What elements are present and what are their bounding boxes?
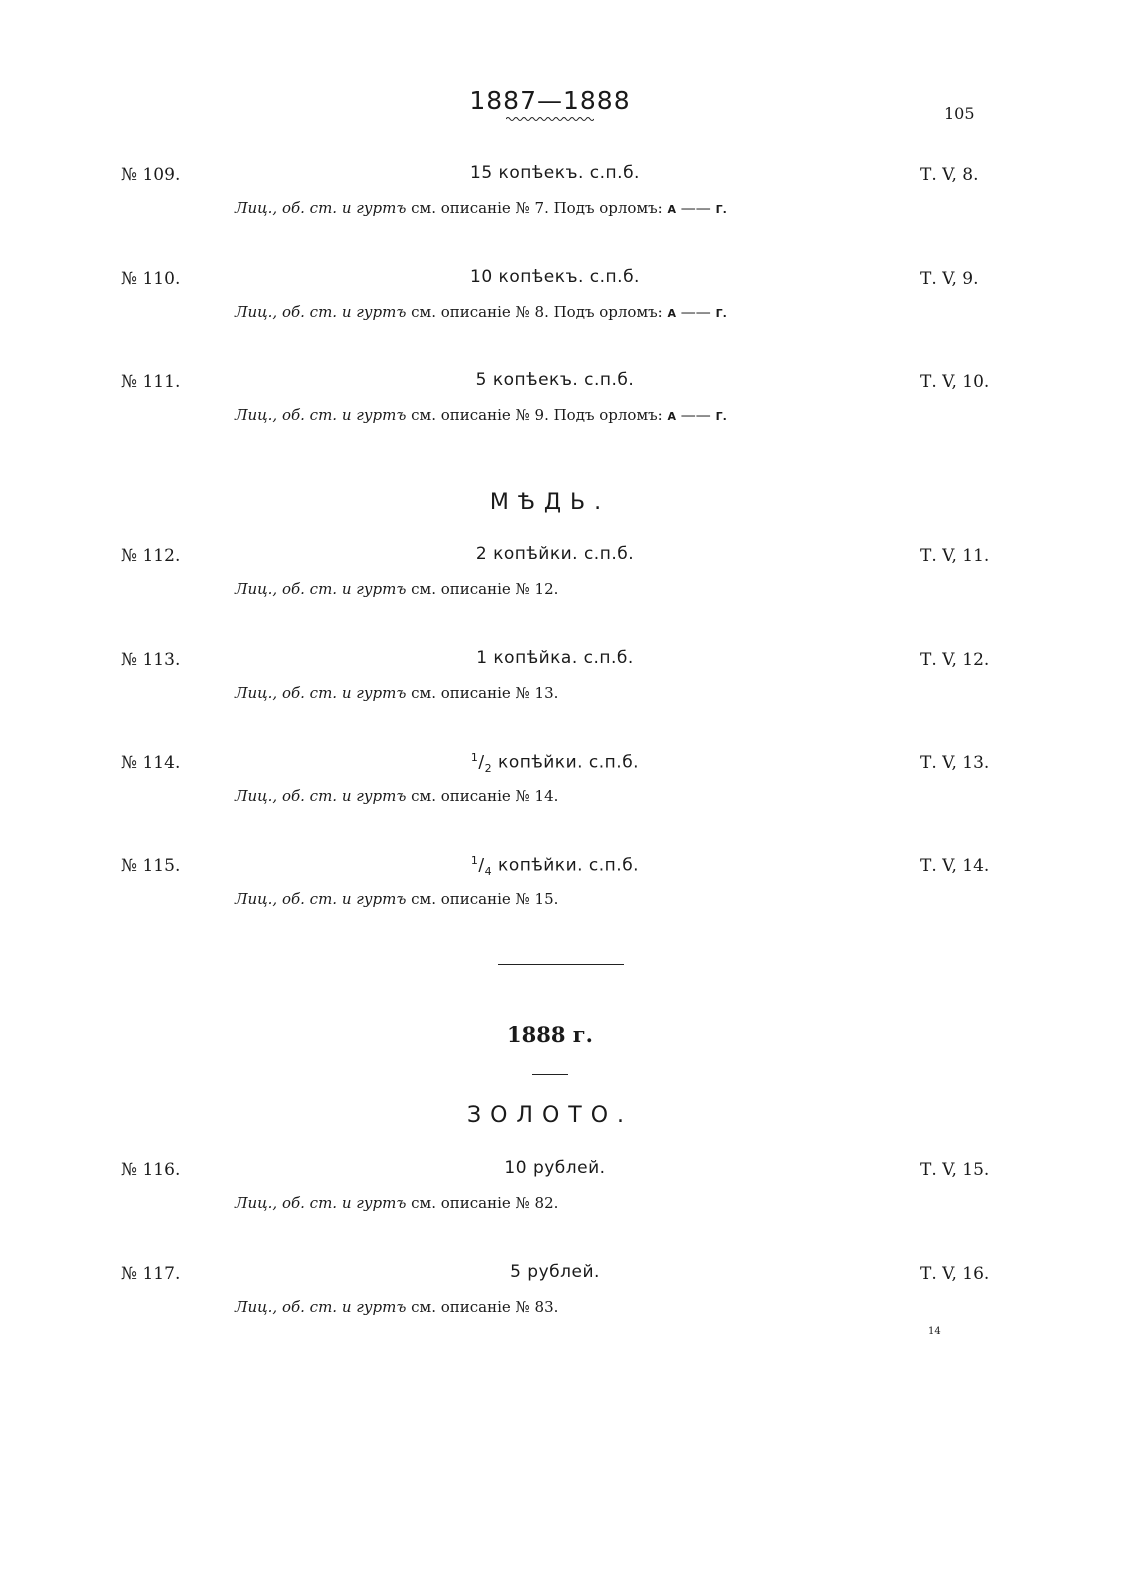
plate-reference: Т. V, 11. [920, 546, 990, 566]
entry-description: Лиц., об. ст. и гуртъ см. описаніе № 82. [235, 1194, 559, 1212]
section-divider [498, 964, 624, 965]
catalog-entry [0, 1160, 1140, 1224]
mint-mark-right: Г. [715, 410, 727, 423]
mint-mark-dash: —— [680, 199, 711, 217]
printer-signature-mark: 14 [928, 1326, 941, 1337]
mint-mark-dash: —— [680, 303, 711, 321]
entry-number: № 117. [121, 1264, 181, 1284]
fraction-denominator: 4 [484, 865, 493, 879]
entry-title: $^1/_4$ копѣйки. с.п.б. [470, 854, 640, 879]
fraction-denominator: 2 [484, 762, 493, 776]
entry-number: № 112. [121, 546, 181, 566]
entry-description: Лиц., об. ст. и гуртъ см. описаніе № 83. [235, 1298, 559, 1316]
catalog-entry [0, 372, 1140, 436]
decorative-wavy-rule [506, 116, 594, 122]
mint-mark-dash: —— [680, 406, 711, 424]
year-heading: 1888 г. [507, 1022, 593, 1047]
plate-reference: Т. V, 16. [920, 1264, 990, 1284]
catalog-entry [0, 753, 1140, 817]
mint-mark-left: А [667, 307, 676, 320]
entry-number: № 109. [121, 165, 181, 185]
plate-reference: Т. V, 10. [920, 372, 990, 392]
entry-description: Лиц., об. ст. и гуртъ см. описаніе № 12. [235, 580, 559, 598]
catalog-entry [0, 1264, 1140, 1328]
entry-description: Лиц., об. ст. и гуртъ см. описаніе № 14. [235, 787, 559, 805]
entry-number: № 114. [121, 753, 181, 773]
mint-mark-left: А [667, 203, 676, 216]
entry-number: № 111. [121, 372, 181, 392]
plate-reference: Т. V, 12. [920, 650, 990, 670]
mint-mark-left: А [667, 410, 676, 423]
plate-reference: Т. V, 15. [920, 1160, 990, 1180]
entry-title: 15 копѣекъ. с.п.б. [470, 163, 640, 183]
entry-title: $^1/_2$ копѣйки. с.п.б. [470, 751, 640, 776]
mint-mark-right: Г. [715, 307, 727, 320]
fraction-numerator: 1 [470, 751, 479, 764]
section-heading-gold: ЗОЛОТО. [466, 1103, 634, 1128]
entry-number: № 115. [121, 856, 181, 876]
entry-title: 10 копѣекъ. с.п.б. [470, 267, 640, 287]
plate-reference: Т. V, 14. [920, 856, 990, 876]
catalog-entry [0, 269, 1140, 333]
catalog-entry [0, 165, 1140, 229]
entry-number: № 110. [121, 269, 181, 289]
catalog-entry [0, 856, 1140, 920]
plate-reference: Т. V, 9. [920, 269, 979, 289]
fraction-numerator: 1 [470, 854, 479, 867]
plate-reference: Т. V, 8. [920, 165, 979, 185]
entry-title: 10 рублей. [504, 1158, 606, 1178]
entry-title: 1 копѣйка. с.п.б. [476, 648, 634, 668]
entry-description: Лиц., об. ст. и гуртъ см. описаніе № 9. Подъ орломъ: А —— Г. [235, 406, 727, 424]
page-number: 105 [944, 104, 975, 123]
plate-reference: Т. V, 13. [920, 753, 990, 773]
entry-title: 5 копѣекъ. с.п.б. [475, 370, 635, 390]
entry-description: Лиц., об. ст. и гуртъ см. описаніе № 15. [235, 890, 559, 908]
entry-number: № 116. [121, 1160, 181, 1180]
catalog-entry [0, 650, 1140, 714]
entry-number: № 113. [121, 650, 181, 670]
section-heading-copper: МѢДЬ. [489, 490, 611, 515]
catalog-entry [0, 546, 1140, 610]
entry-description: Лиц., об. ст. и гуртъ см. описаніе № 8. Подъ орломъ: А —— Г. [235, 303, 727, 321]
mint-mark-right: Г. [715, 203, 727, 216]
entry-description: Лиц., об. ст. и гуртъ см. описаніе № 7. Подъ орломъ: А —— Г. [235, 199, 727, 217]
running-head-years: 1887—1888 [469, 86, 631, 115]
year-underline [532, 1074, 568, 1075]
entry-description: Лиц., об. ст. и гуртъ см. описаніе № 13. [235, 684, 559, 702]
entry-title: 2 копѣйки. с.п.б. [475, 544, 635, 564]
entry-title: 5 рублей. [510, 1262, 600, 1282]
